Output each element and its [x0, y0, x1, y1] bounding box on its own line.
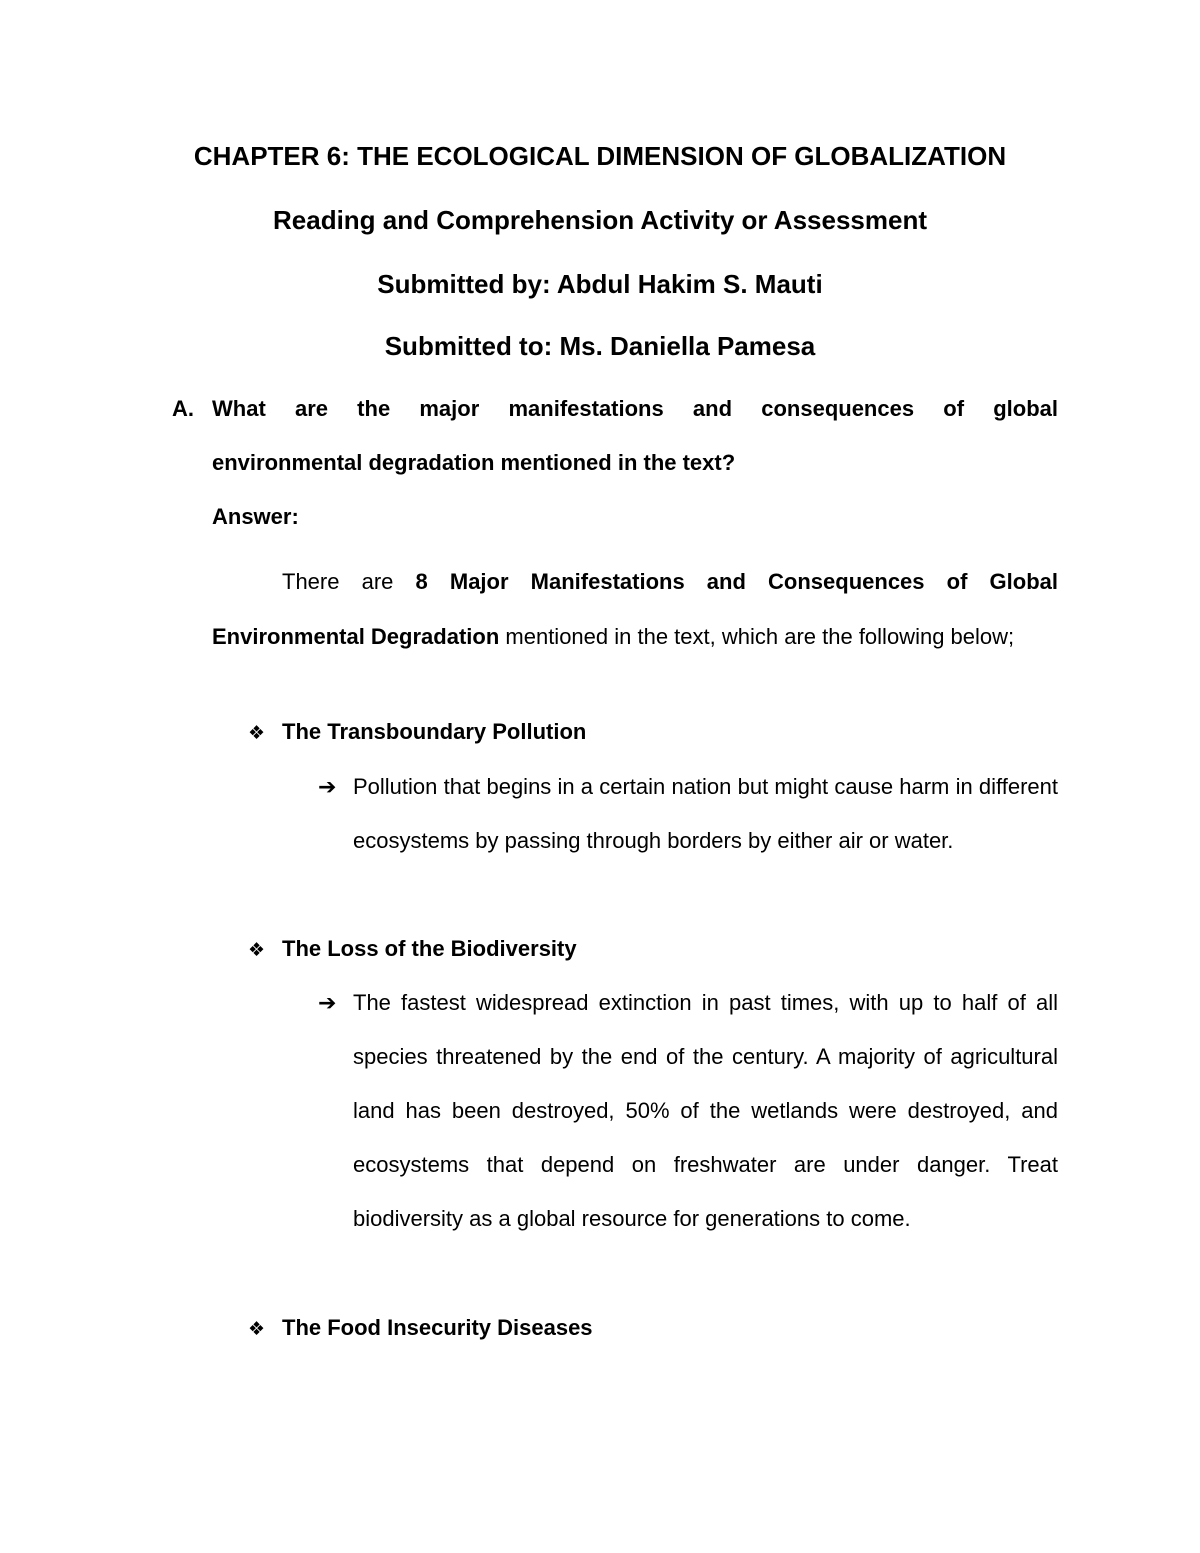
question-label: A. — [172, 396, 194, 421]
diamond-bullet-icon: ❖ — [248, 1319, 266, 1340]
list-item-heading — [248, 717, 586, 749]
list-item-heading — [248, 1313, 593, 1345]
list-item-title: The Loss of the Biodiversity — [282, 936, 577, 961]
activity-title: Reading and Comprehension Activity or Assessment — [273, 205, 927, 235]
question-line-2: environmental degradation mentioned in the text? — [212, 450, 736, 475]
chapter-title: CHAPTER 6: THE ECOLOGICAL DIMENSION OF GLOBALIZATION — [193, 141, 1007, 171]
description-text: Pollution that begins in a certain nation but might cause harm in different ecosystems by passing through borders by either air or water. — [353, 774, 1058, 853]
submitted-to: Submitted to: Ms. Daniella Pamesa — [384, 331, 816, 361]
list-item-description — [318, 976, 1058, 1246]
answer-label: Answer: — [212, 504, 299, 529]
arrow-right-icon: ➔ — [318, 774, 337, 799]
diamond-bullet-icon: ❖ — [248, 940, 266, 961]
intro-text-bold: 8 Major Manifestations and Consequences of Global Environmental Degradation — [212, 569, 1058, 649]
question-line-1: What are the major manifestations and consequences of global — [212, 396, 1058, 421]
list-item-title: The Food Insecurity Diseases — [282, 1315, 593, 1340]
intro-text-pre: There are — [282, 569, 416, 594]
list-item-heading — [248, 934, 577, 966]
submitted-by: Submitted by: Abdul Hakim S. Mauti — [377, 269, 823, 299]
diamond-bullet-icon: ❖ — [248, 723, 266, 744]
question-text — [212, 394, 1058, 478]
answer-intro-paragraph — [212, 555, 1058, 664]
intro-text-post: mentioned in the text, which are the following below; — [499, 623, 1015, 649]
list-item-description — [318, 760, 1058, 868]
arrow-right-icon: ➔ — [318, 990, 337, 1015]
description-text: The fastest widespread extinction in past times, with up to half of all species threatened by the end of the century. A majority of agricultural land has been destroyed, 50% of the wetlands were destroyed, and ecosystems that depend on freshwater are under danger. Treat biodiversity as a global resource for generations to come. — [353, 990, 1058, 1231]
list-item-title: The Transboundary Pollution — [282, 719, 587, 744]
